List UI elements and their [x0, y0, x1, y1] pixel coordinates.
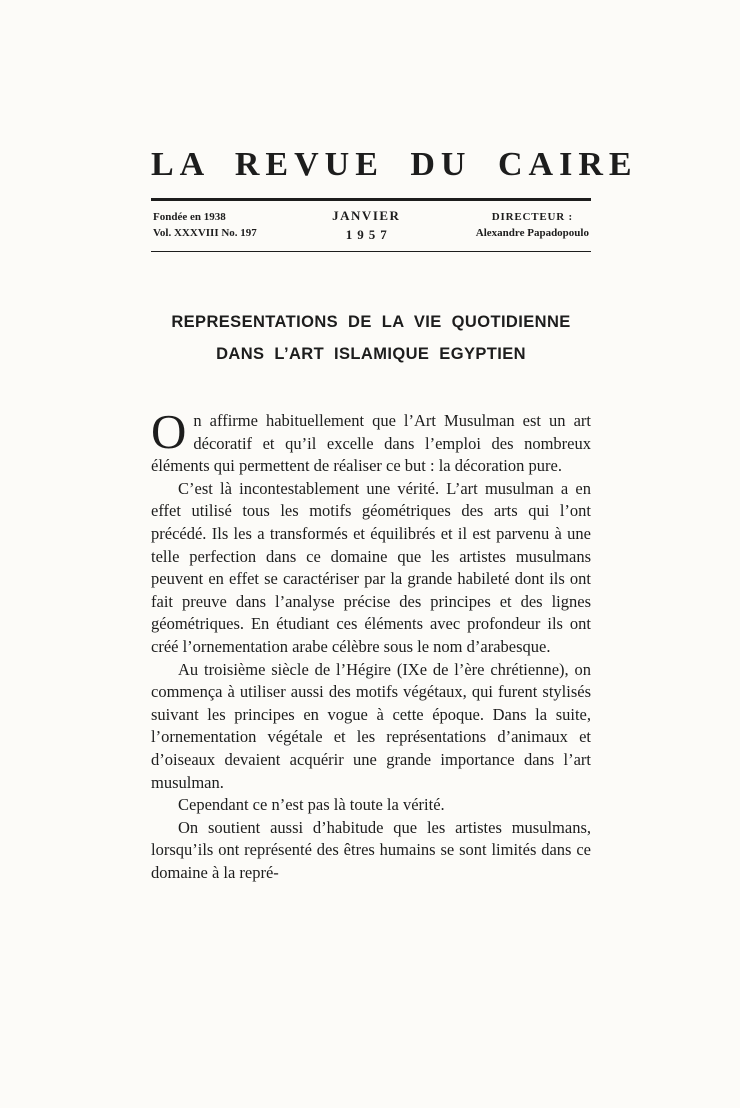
article-title-line2: DANS L’ART ISLAMIQUE EGYPTIEN — [216, 344, 526, 363]
masthead-director-block — [476, 209, 589, 242]
article — [151, 314, 591, 884]
paragraph: On soutient aussi d’habitude que les artistes musulmans, lorsqu’ils ont représenté des êtres humains se sont limités dans ce domaine à la repré- — [151, 817, 591, 882]
masthead-rule-bottom — [151, 251, 591, 253]
volume-line: Vol. XXXVIII No. 197 — [153, 227, 257, 239]
article-title — [151, 314, 591, 362]
issue-year: 1957 — [345, 227, 392, 242]
dropcap: O — [151, 404, 187, 459]
paragraph: Cependant ce n’est pas là toute la vérité. — [178, 795, 445, 815]
journal-title: LA REVUE DU CAIRE — [151, 146, 638, 183]
article-title-line1: REPRESENTATIONS DE LA VIE QUOTIDIENNE — [171, 313, 571, 331]
masthead — [151, 146, 638, 252]
paragraph: Au troisième siècle de l’Hégire (IXe de l’ère chrétienne), on commença à utiliser aussi des motifs végétaux, qui furent stylisés suivant les principes en vogue à cette époque. Dans la suite, l’ornementation végétale et les représentations d’animaux et d’oiseaux devaient acquérir une grande importance dans l’art musulman. — [151, 659, 591, 792]
masthead-info-row — [151, 201, 591, 251]
director-label: DIRECTEUR : — [491, 210, 573, 223]
article-body — [151, 404, 591, 884]
paragraph-opening-text: n affirme habituellement que l’Art Musulman est un art décoratif et qu’il excelle dans l’emploi des nombreux éléments qui permettent de réaliser ce but : la décoration pure. — [151, 411, 591, 476]
paragraph: C’est là incontestablement une vérité. L’art musulman a en effet utilisé tous les motifs géométriques des arts qui l’ont précédé. Ils les a transformés et équilibrés et il est parvenu à une telle perfection dans ce domaine que les artistes musulmans peuvent en effet se caractériser par la grande habileté dont ils ont fait preuve dans l’analyse précise des principes et des lignes géométriques. En étudiant ces éléments avec profondeur ils ont créé l’ornementation arabe célèbre sous le nom d’arabesque. — [151, 478, 591, 656]
paragraph-opening — [151, 404, 591, 478]
issue-month: JANVIER — [332, 207, 401, 223]
director-name: Alexandre Papadopoulo — [475, 227, 589, 239]
masthead-founded-block — [153, 209, 257, 242]
masthead-issue-block — [332, 206, 400, 245]
founded-line: Fondée en 1938 — [153, 210, 226, 223]
